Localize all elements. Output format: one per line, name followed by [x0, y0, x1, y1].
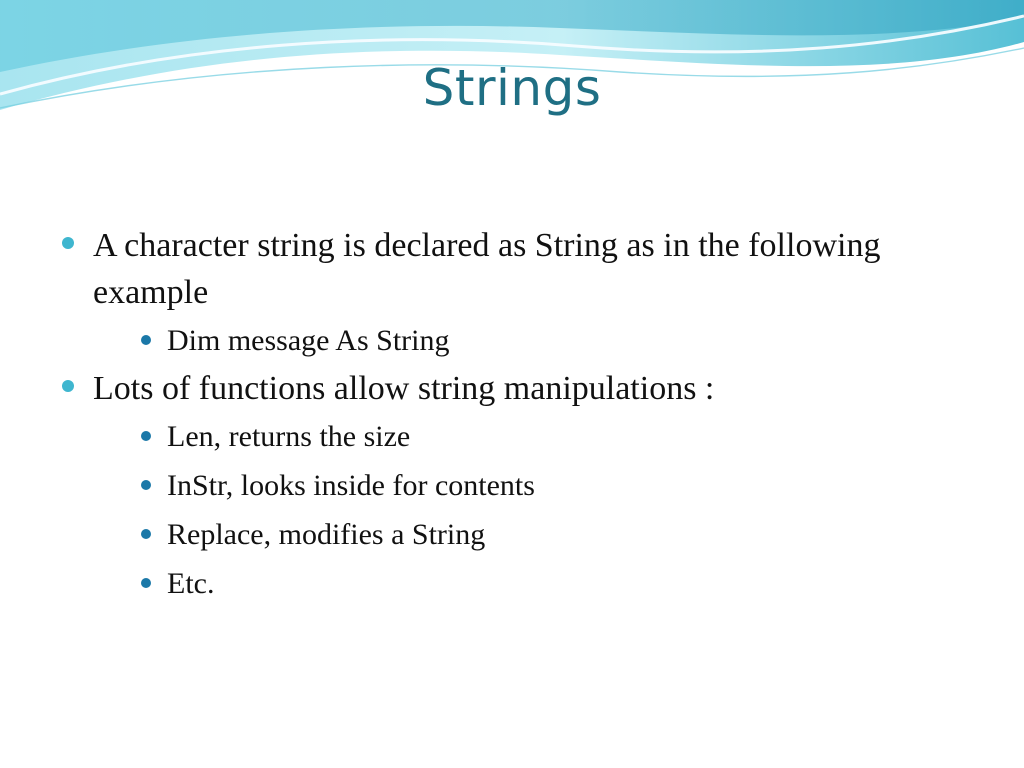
sub-bullet-dot-icon — [141, 578, 151, 588]
sub-bullet-list — [93, 412, 960, 608]
sub-bullet-text: Etc. — [167, 567, 215, 600]
sub-bullet-dot-icon — [141, 335, 151, 345]
sub-bullet-text: Dim message As String — [167, 324, 450, 357]
bullet-dot-icon — [62, 237, 74, 249]
sub-bullet-item — [93, 559, 960, 608]
sub-bullet-list — [93, 316, 960, 365]
sub-bullet-text: InStr, looks inside for contents — [167, 469, 535, 502]
sub-bullet-dot-icon — [141, 480, 151, 490]
sub-bullet-item — [93, 510, 960, 559]
sub-bullet-item — [93, 461, 960, 510]
sub-bullet-text: Replace, modifies a String — [167, 518, 486, 551]
sub-bullet-dot-icon — [141, 431, 151, 441]
bullet-text: Lots of functions allow string manipulations : — [93, 370, 715, 407]
bullet-dot-icon — [62, 380, 74, 392]
bullet-item — [60, 365, 960, 608]
sub-bullet-item — [93, 412, 960, 461]
bullet-text: A character string is declared as String as in the following example — [93, 227, 881, 311]
bullet-list — [60, 222, 960, 608]
bullet-item — [60, 222, 960, 365]
sub-bullet-dot-icon — [141, 529, 151, 539]
slide-title: Strings — [422, 59, 602, 117]
sub-bullet-item — [93, 316, 960, 365]
sub-bullet-text: Len, returns the size — [167, 420, 411, 453]
